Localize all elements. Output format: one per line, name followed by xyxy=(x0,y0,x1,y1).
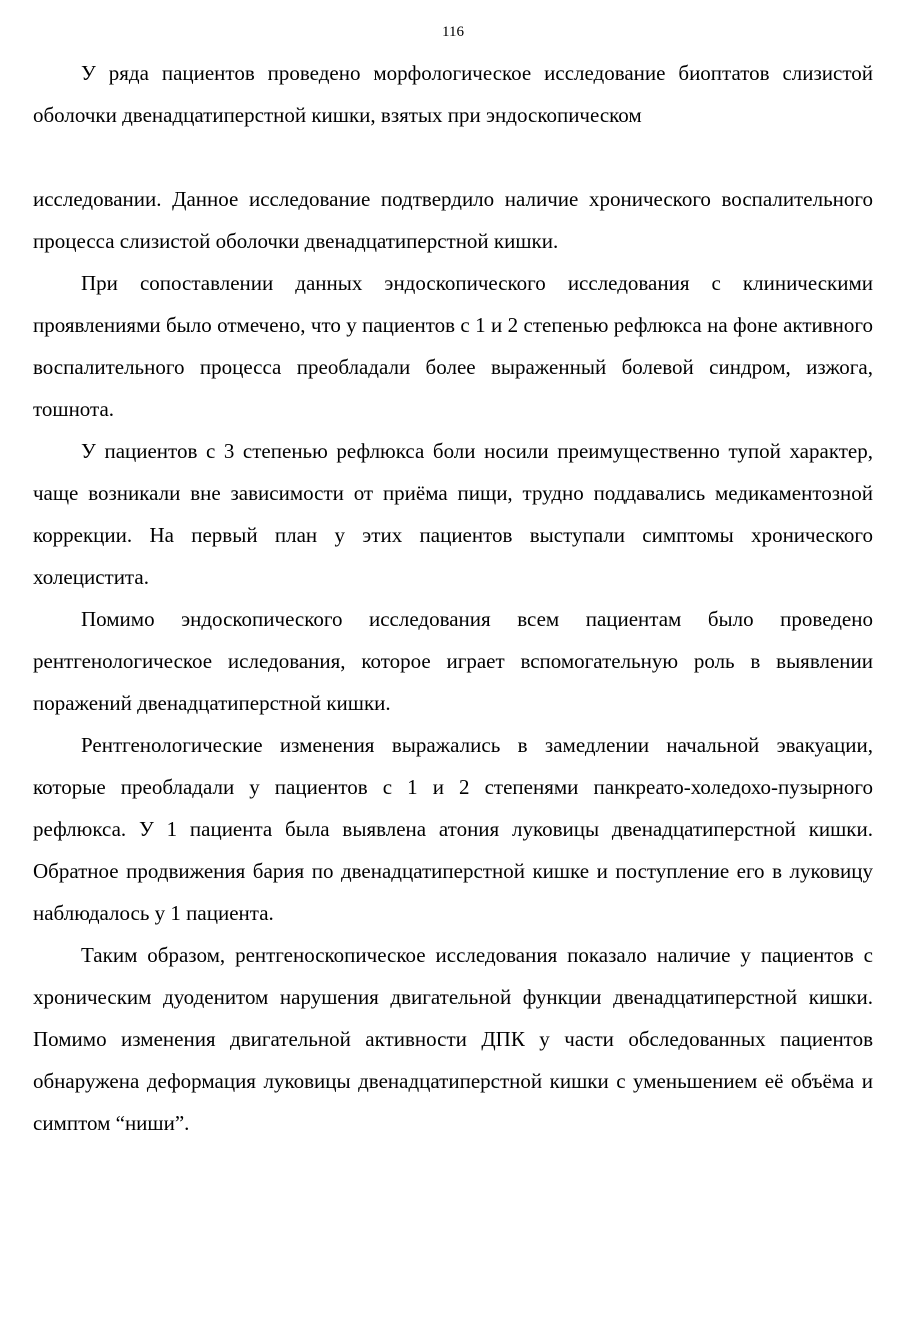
paragraph-xray-changes: Рентгенологические изменения выражались в замедлении начальной эвакуации, которые преобладали у пациентов с 1 и 2 степенями панкреато-холедохо-пузырного рефлюкса. У 1 пациента была выявлена атония луковицы двенадцатиперстной кишки. Обратное продвижения бария по двенадцатиперстной кишке и поступление его в луковицу наблюдалось у 1 пациента. xyxy=(33,733,873,925)
paragraph-reflux-grade-3: У пациентов с 3 степенью рефлюкса боли носили преимущественно тупой характер, чаще возникали вне зависимости от приёма пищи, трудно поддавались медикаментозной коррекции. На первый план у этих пациентов выступали симптомы хронического холецистита. xyxy=(33,439,873,589)
paragraph-morphology: У ряда пациентов проведено морфологическое исследование биоптатов слизистой оболочки двенадцатиперстной кишки, взятых при эндоскопическом xyxy=(33,61,873,127)
text-block-top xyxy=(33,52,873,136)
paragraph-conclusion: Таким образом, рентгеноскопическое исследования показало наличие у пациентов с хроническим дуоденитом нарушения двигательной функции двенадцатиперстной кишки. Помимо изменения двигательной активности ДПК у части обследованных пациентов обнаружена деформация луковицы двенадцатиперстной кишки с уменьшением её объёма и симптом “ниши”. xyxy=(33,943,873,1135)
paragraph-morphology-continued: исследовании. Данное исследование подтвердило наличие хронического воспалительного процесса слизистой оболочки двенадцатиперстной кишки. xyxy=(33,187,873,253)
paragraph-xray-intro: Помимо эндоскопического исследования всем пациентам было проведено рентгенологическое иследования, которое играет вспомогательную роль в выявлении поражений двенадцатиперстной кишки. xyxy=(33,607,873,715)
paragraph-endoscopy-comparison: При сопоставлении данных эндоскопического исследования с клиническими проявлениями было отмечено, что у пациентов с 1 и 2 степенью рефлюкса на фоне активного воспалительного процесса преобладали более выраженный болевой синдром, изжога, тошнота. xyxy=(33,271,873,421)
page-number: 116 xyxy=(442,24,464,40)
text-block-main xyxy=(33,178,873,1144)
